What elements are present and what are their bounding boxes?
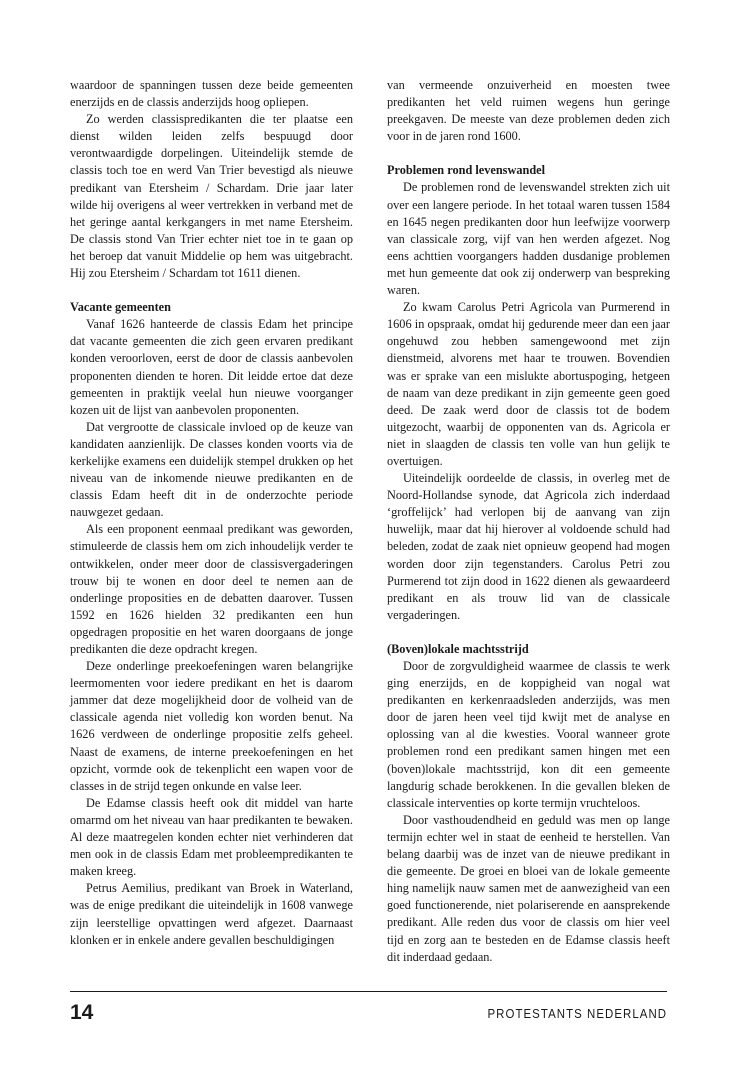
section-heading: (Boven)lokale machtsstrijd [387, 641, 529, 656]
running-title: PROTESTANTS NEDERLAND [487, 1006, 667, 1021]
paragraph: Vanaf 1626 hanteerde de classis Edam het principe dat vacante gemeenten die zich geen ervaren predikant konden veroorloven, eerst de door de classis aanbevolen proponenten dienden te horen. Dit leidde ertoe dat deze gemeenten in praktijk veelal hun nieuwe voorganger kozen uit de lijst van aanbevolen proponenten. [70, 317, 353, 417]
paragraph: Door vasthoudendheid en geduld was men op lange termijn echter wel in staat de eenheid te herstellen. Van belang daarbij was de inzet van de nieuwe predikant in die gemeente. De groei en bloei van de lokale gemeente hing namelijk nauw samen met de aanwezigheid van een goed functionerende, niet polariserende en aansprekende predikant. Alle reden dus voor de classis om hier veel tijd en zorg aan te besteden en de Edamse classis heeft dit inderdaad gedaan. [387, 812, 670, 964]
paragraph: van vermeende onzuiverheid en moesten twee predikanten het veld ruimen wegens hun geringe preekgaven. De meeste van deze problemen deden zich voor in de jaren rond 1600. [387, 78, 670, 144]
paragraph: Uiteindelijk oordeelde de classis, in overleg met de Noord-Hollandse synode, dat Agricola zich inderdaad ‘groffelijck’ had verlopen bij de aanvang van zijn huwelijk, maar dat hij hierover al voldoende schuld had beleden, zodat de zaak niet opnieuw geopend had mogen worden door zijn tegenstanders. Carolus Petri zou Purmerend tot zijn dood in 1622 dienen als gewaardeerd predikant en als trouw lid van de classicale vergaderingen. [387, 471, 670, 622]
paragraph: Door de zorgvuldigheid waarmee de classis te werk ging enerzijds, en de koppigheid van nogal wat predikanten en kerkenraadsleden anderzijds, was men door de jaren heen veel tijd kwijt met de analyse en oplossing van al die kwesties. Vooral wanneer grote problemen rond een predikant samen hingen met een (boven)lokale machtsstrijd, kon dit een gemeente langdurig schade berokkenen. In die gevallen bleken de classicale interventies op korte termijn vruchteloos. [387, 659, 670, 810]
section-heading: Vacante gemeenten [70, 300, 171, 315]
paragraph: Zo werden classispredikanten die ter plaatse een dienst wilden leiden zelfs bespuugd door verontwaardigde dorpelingen. Uiteindelijk stemde de classis toch toe en werd Van Trier bevestigd als nieuwe predikant van Etersheim / Schardam. Drie jaar later wilde hij overigens al weer vertrekken in verband met de het geringe aantal kerkgangers in met name Etersheim. De classis stond Van Trier echter niet toe in te gaan op het beroep dat vanuit Middelie op hem was uitgebracht. Hij zou Etersheim / Schardam tot 1611 dienen. [70, 112, 353, 281]
page-number: 14 [70, 1001, 94, 1024]
paragraph: Deze onderlinge preekoefeningen waren belangrijke leermomenten voor iedere predikant en het is daarom jammer dat deze mogelijkheid door de volheid van de classicale agenda niet volledig kon worden benut. Na 1626 verdween de onderlinge propositie zelfs geheel. Naast de examens, de interne preekoefeningen en het opzicht, vormde ook de tekenplicht een wapen voor de classes in de strijd tegen onkunde en valse leer. [70, 659, 353, 793]
section-heading: Problemen rond levenswandel [387, 163, 546, 178]
paragraph: Zo kwam Carolus Petri Agricola van Purmerend in 1606 in opspraak, omdat hij gedurende meer dan een jaar ongehuwd zou hebben samengewoond met zijn dienstmeid, alvorens met haar te trouwen. Bovendien was er sprake van een mislukte abortuspoging, hetgeen de naam van deze predikant in zijn gemeente geen goed deed. De zaak werd door de classis tot de bodem uitgezocht, waarbij de opponenten van ds. Agricola er niet in slaagden de classis ten volle van hun gelijk te overtuigen. [387, 300, 670, 468]
footer-rule [70, 991, 667, 992]
paragraph: Petrus Aemilius, predikant van Broek in Waterland, was de enige predikant die uiteindelijk in 1608 vanwege zijn leerstellige opvattingen werd afgezet. Daarnaast klonken er in enkele andere gevallen beschuldigingen [70, 881, 353, 947]
paragraph: De Edamse classis heeft ook dit middel van harte omarmd om het niveau van haar predikanten te bewaken. Al deze maatregelen konden echter niet verhinderen dat men ook in de classis Edam met probleempredikanten te maken kreeg. [70, 795, 353, 879]
paragraph: De problemen rond de levenswandel strekten zich uit over een langere periode. In het totaal waren tussen 1584 en 1645 negen predikanten door hun leefwijze voorwerp van classicale zorg, vijf van hen werden afgezet. Nog eens achttien voorgangers hadden dusdanige problemen met hun gemeente dat ook zij onderwerp van bespreking waren. [387, 180, 670, 298]
paragraph: waardoor de spanningen tussen deze beide gemeenten enerzijds en de classis anderzijds hoog opliepen. [70, 78, 353, 110]
paragraph: Als een proponent eenmaal predikant was geworden, stimuleerde de classis hem om zich inhoudelijk verder te ontwikkelen, onder meer door de classisvergaderingen trouw bij te wonen en door deel te nemen aan de onderlinge proposities en de debatten daarover. Tussen 1592 en 1626 hielden 32 predikanten een hun opgedragen propositie en het waren doorgaans de jonge predikanten die deze opdracht kregen. [70, 522, 353, 656]
right-column [387, 77, 670, 966]
paragraph: Dat vergrootte de classicale invloed op de keuze van kandidaten aanzienlijk. De classes konden voorts via de kerkelijke examens een duidelijk stempel drukken op het niveau van de inkomende nieuwe predikanten en de classis Edam heeft dit in de onderzochte periode nauwgezet gedaan. [70, 419, 353, 520]
left-column [70, 77, 353, 949]
